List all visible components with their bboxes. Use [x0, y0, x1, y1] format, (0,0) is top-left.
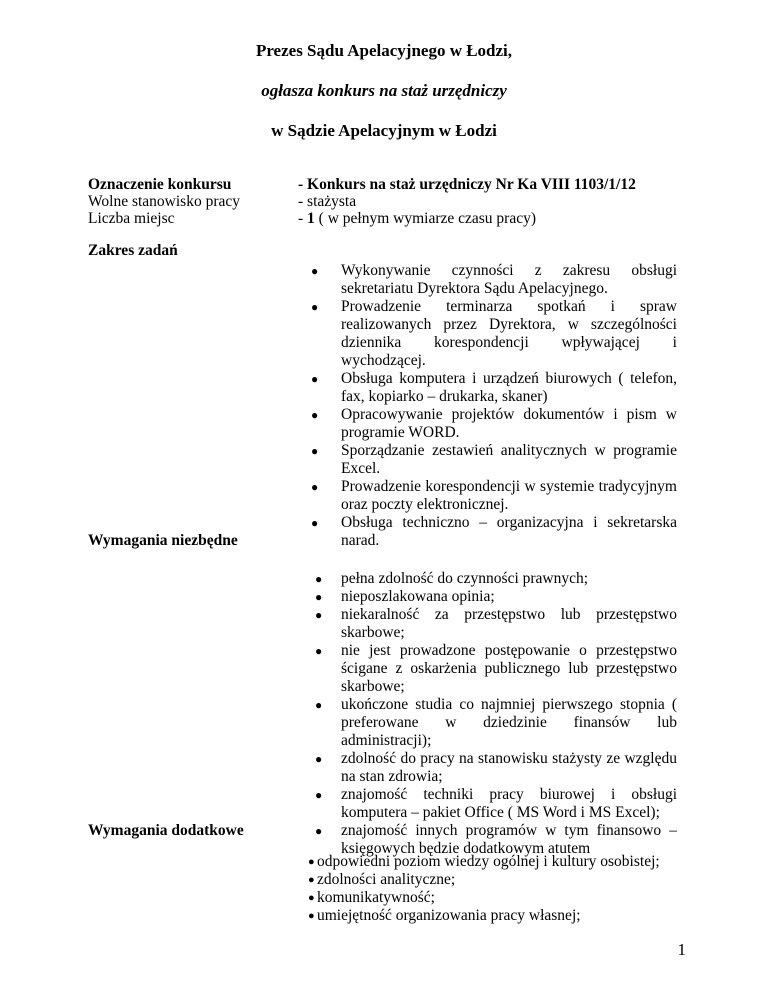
count-number: 1 — [307, 210, 315, 227]
list-item: ● nie jest prowadzone postępowanie o przestępstwo ścigane z oskarżenia publicznego lub przestępstwo skarbowe; — [315, 642, 677, 695]
count-dash: - — [298, 210, 308, 227]
bullet-icon: ● — [315, 572, 323, 586]
designation-value: - Konkurs na staż urzędniczy Nr Ka VIII 1103/1/12 — [298, 176, 636, 193]
bullet-icon: ● — [308, 910, 315, 922]
bullet-icon: ● — [311, 300, 319, 314]
list-item: ● Opracowywanie projektów dokumentów i pism w programie WORD. — [311, 406, 677, 441]
list-item: ● znajomość innych programów w tym finansowo – księgowych będzie dodatkowym atutem — [315, 822, 677, 857]
bullet-icon: ● — [315, 590, 323, 604]
list-item: ● znajomość techniki pracy biurowej i obsługi komputera – pakiet Office ( MS Word i MS Excel); — [315, 786, 677, 821]
page-number: 1 — [677, 940, 686, 959]
count-value — [298, 210, 536, 228]
list-item: ● odpowiedni poziom wiedzy ogólnej i kultury osobistej; — [308, 853, 660, 870]
list-item: ● zdolność do pracy na stanowisku stażysty ze względu na stan zdrowia; — [315, 750, 677, 785]
bullet-icon: ● — [311, 516, 319, 530]
list-item: ● umiejętność organizowania pracy własnej; — [308, 907, 581, 924]
position-value: - stażysta — [298, 193, 357, 210]
bullet-icon: ● — [308, 856, 315, 868]
bullet-icon: ● — [311, 408, 319, 422]
tasks-list — [311, 262, 677, 550]
bullet-icon: ● — [311, 480, 319, 494]
bullet-icon: ● — [315, 752, 323, 766]
count-note: ( w pełnym wymiarze czasu pracy) — [314, 210, 537, 227]
bullet-icon: ● — [315, 788, 323, 802]
announcement-subtitle: ogłasza konkurs na staż urzędniczy — [261, 81, 507, 100]
list-item: ● ukończone studia co najmniej pierwszego stopnia ( preferowane w dziedzinie finansów lub administracji); — [315, 696, 677, 749]
list-item: ● Wykonywanie czynności z zakresu obsługi sekretariatu Dyrektora Sądu Apelacyjnego. — [311, 262, 677, 297]
list-item: ● pełna zdolność do czynności prawnych; — [315, 570, 589, 587]
bullet-icon: ● — [311, 444, 319, 458]
requirements-label: Wymagania niezbędne — [88, 532, 238, 549]
list-item: ● komunikatywność; — [308, 889, 435, 906]
list-item: ● Obsługa komputera i urządzeń biurowych ( telefon, fax, kopiarko – drukarka, skaner) — [311, 370, 677, 405]
bullet-icon: ● — [315, 824, 323, 838]
bullet-icon: ● — [308, 892, 315, 904]
requirements-list — [315, 570, 677, 858]
count-label: Liczba miejsc — [88, 210, 175, 227]
list-item: ● Prowadzenie korespondencji w systemie tradycyjnym oraz poczty elektronicznej. — [311, 478, 677, 513]
announcement-title: Prezes Sądu Apelacyjnego w Łodzi, — [255, 41, 513, 60]
list-item: ● zdolności analityczne; — [308, 871, 456, 888]
additional-list — [308, 853, 688, 925]
designation-label: Oznaczenie konkursu — [88, 176, 232, 193]
bullet-icon: ● — [315, 608, 323, 622]
bullet-icon: ● — [311, 372, 319, 386]
list-item: ● niekaralność za przestępstwo lub przestępstwo skarbowe; — [315, 606, 677, 641]
list-item: ● Sporządzanie zestawień analitycznych w programie Excel. — [311, 442, 677, 477]
bullet-icon: ● — [315, 644, 323, 658]
tasks-label: Zakres zadań — [88, 242, 178, 259]
bullet-icon: ● — [315, 698, 323, 712]
position-label: Wolne stanowisko pracy — [88, 193, 240, 210]
list-item: ● Prowadzenie terminarza spotkań i spraw realizowanych przez Dyrektora, w szczególności dziennika korespondencji wpływającej i wychodzącej. — [311, 298, 677, 369]
bullet-icon: ● — [311, 264, 319, 278]
bullet-icon: ● — [308, 874, 315, 886]
announcement-location: w Sądzie Apelacyjnym w Łodzi — [271, 121, 497, 140]
list-item: ● nieposzlakowana opinia; — [315, 588, 495, 605]
additional-label: Wymagania dodatkowe — [88, 822, 244, 839]
list-item: ● Obsługa techniczno – organizacyjna i sekretarska narad. — [311, 514, 677, 549]
